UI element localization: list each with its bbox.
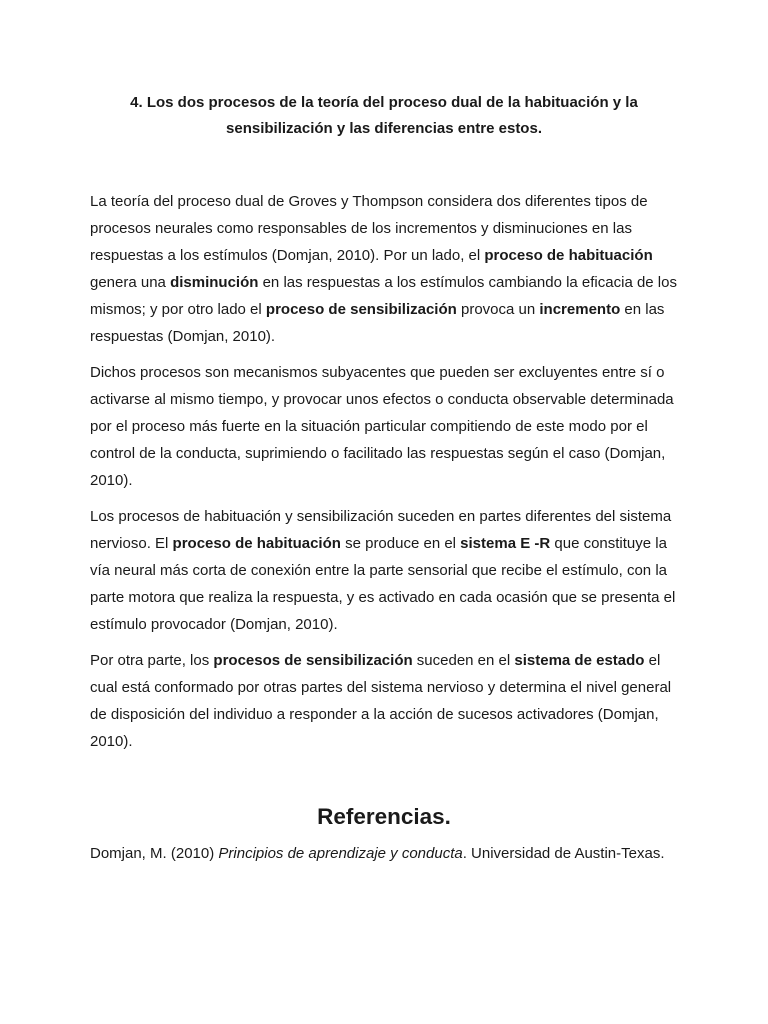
reference-entry <box>90 840 690 867</box>
paragraph-4-text-1: Por otra parte, los <box>90 652 214 669</box>
paragraph-4 <box>90 647 680 755</box>
paragraph-4-text-2: suceden en el <box>412 652 515 669</box>
paragraph-4-bold-2: sistema de estado <box>514 652 645 669</box>
paragraph-1-bold-1: proceso de habituación <box>484 247 653 264</box>
paragraph-1-text-2: genera una <box>90 274 171 291</box>
paragraph-1-text-5: en las respuestas (Domjan, 2010). <box>90 301 665 345</box>
paragraph-2-text-1: Dichos procesos son mecanismos subyacentes que pueden ser excluyentes entre sí o activarse al mismo tiempo, y provocar unos efectos o conducta observable determinada por el proceso más fuerte en la situación particular compitiendo de este modo por el control de la conducta, suprimiendo o facilitado las respuestas según el caso (Domjan, 2010). <box>90 364 674 489</box>
body-text <box>90 188 680 764</box>
reference-author: Domjan, M. (2010) <box>90 845 219 862</box>
paragraph-3-text-3: que constituye la vía neural más corta de conexión entre la parte sensorial que recibe el estímulo, con la parte motora que realiza la respuesta, y es activado en cada ocasión que se presenta el estímulo provocador (Domjan, 2010). <box>90 535 676 633</box>
paragraph-1 <box>90 188 680 350</box>
reference-title: Principios de aprendizaje y conducta <box>218 845 463 862</box>
paragraph-1-text-3: en las respuestas a los estímulos cambiando la eficacia de los mismos; y por otro lado el <box>90 274 677 318</box>
paragraph-3-text-2: se produce en el <box>340 535 461 552</box>
heading-line-2: sensibilización y las diferencias entre estos. <box>226 120 542 137</box>
section-heading <box>90 90 678 142</box>
reference-publisher: . Universidad de Austin-Texas. <box>462 845 665 862</box>
heading-line-1: 4. Los dos procesos de la teoría del proceso dual de la habituación y la <box>130 94 638 111</box>
paragraph-2 <box>90 359 680 494</box>
references-heading: Referencias. <box>317 804 451 829</box>
paragraph-1-bold-4: incremento <box>539 301 621 318</box>
paragraph-3-text-1: Los procesos de habituación y sensibilización suceden en partes diferentes del sistema nervioso. El <box>90 508 672 552</box>
paragraph-4-text-3: el cual está conformado por otras partes del sistema nervioso y determina el nivel general de disposición del individuo a responder a la acción de sucesos activadores (Domjan, 2010). <box>90 652 672 750</box>
paragraph-4-bold-1: procesos de sensibilización <box>213 652 413 669</box>
paragraph-1-text-4: provoca un <box>456 301 540 318</box>
paragraph-3-bold-2: sistema E -R <box>460 535 551 552</box>
paragraph-3-bold-1: proceso de habituación <box>172 535 341 552</box>
paragraph-1-bold-3: proceso de sensibilización <box>265 301 457 318</box>
paragraph-3 <box>90 503 680 638</box>
paragraph-1-text-1: La teoría del proceso dual de Groves y Thompson considera dos diferentes tipos de procesos neurales como responsables de los incrementos y disminuciones en las respuestas a los estímulos (Domjan, 2010). Por un lado, el <box>90 193 648 264</box>
paragraph-1-bold-2: disminución <box>170 274 259 291</box>
